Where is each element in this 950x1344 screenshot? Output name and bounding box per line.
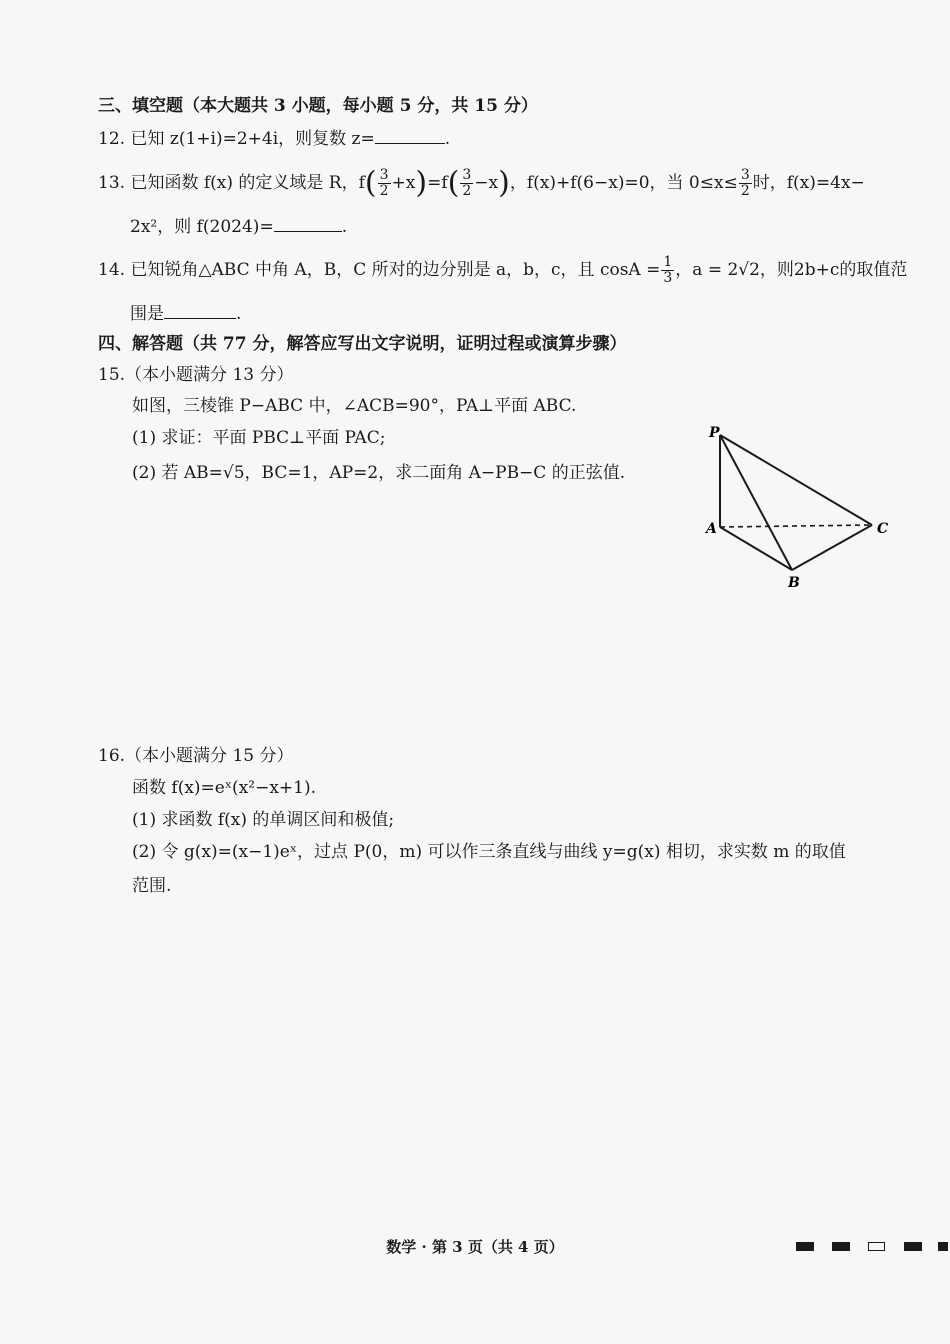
q16-title: 16.（本小题满分 15 分）: [98, 746, 294, 766]
question-14: [98, 252, 907, 288]
q12-number: 12.: [98, 129, 126, 149]
q14-line2: 围是: [130, 304, 164, 324]
edge-ac-hidden: [720, 525, 872, 527]
question-13-line2: [130, 215, 347, 239]
page-footer: 数学 · 第 3 页（共 4 页）: [386, 1238, 564, 1256]
question-14-line2: [130, 302, 241, 326]
q13-number: 13.: [98, 173, 126, 193]
mark-filled-4: [938, 1242, 948, 1251]
q13-end: .: [341, 217, 348, 237]
q14-frac: $\frac{1}{3}$: [663, 254, 673, 286]
q14-part1: 已知锐角△ABC 中角 A，B，C 所对的边分别是 a，b，c，且 cosA =: [130, 260, 661, 280]
q13-line2: 2x²，则 f(2024)=: [130, 217, 274, 237]
q15-title: 15.（本小题满分 13 分）: [98, 365, 294, 385]
q13-frac-c: $\frac{3}{2}$: [740, 167, 750, 199]
q13-part2: ，f(x)+f(6−x)=0，当 0≤x≤: [509, 173, 738, 193]
pyramid-figure: [700, 420, 900, 595]
question-12: [98, 127, 450, 151]
q14-part2: ，a = 2√2，则2b+c的取值范: [675, 260, 908, 280]
q13-answer-blank[interactable]: [274, 215, 342, 232]
q13-frac-b: $\frac{3}{2}$: [462, 167, 472, 199]
mark-hollow: [868, 1242, 885, 1251]
q12-end: .: [444, 129, 451, 149]
q13-part1: 已知函数 f(x) 的定义域是 R，: [130, 173, 359, 193]
q12-answer-blank[interactable]: [375, 127, 445, 144]
q13-equals-f: =f: [427, 173, 448, 193]
section3-heading: 三、填空题（本大题共 3 小题，每小题 5 分，共 15 分）: [98, 96, 538, 116]
mark-filled-1: [796, 1242, 814, 1251]
q15-part2: (2) 若 AB=√5，BC=1，AP=2，求二面角 A−PB−C 的正弦值.: [132, 463, 626, 483]
edge-pc: [720, 435, 872, 525]
mark-filled-3: [904, 1242, 922, 1251]
q16-intro: 函数 f(x)=eˣ(x²−x+1).: [132, 778, 317, 798]
label-b: B: [788, 575, 800, 591]
label-p: P: [709, 425, 720, 441]
q15-intro: 如图，三棱锥 P−ABC 中，∠ACB=90°，PA⊥平面 ABC.: [132, 396, 577, 416]
q14-number: 14.: [98, 260, 126, 280]
q13-plus-x: +x: [391, 173, 416, 193]
q16-part1: (1) 求函数 f(x) 的单调区间和极值;: [132, 810, 395, 830]
q13-part3: 时，f(x)=4x−: [752, 173, 865, 193]
label-c: C: [877, 521, 889, 537]
mark-filled-2: [832, 1242, 850, 1251]
q13-minus-x: −x: [474, 173, 499, 193]
question-13: 13. 已知函数 f(x) 的定义域是 R，f( $\frac{3}{2}$ +x)=f( $\frac{3}{2}$ −x)，f(x)+f(6−x)=0，当 0≤x≤ $\frac{3}{2}$ 时，f(x)=4x−: [98, 165, 865, 201]
q16-part2-line2: 范围.: [132, 876, 172, 896]
section4-heading: 四、解答题（共 77 分，解答应写出文字说明，证明过程或演算步骤）: [98, 334, 627, 354]
label-a: A: [706, 521, 717, 537]
q13-frac-a: $\frac{3}{2}$: [379, 167, 389, 199]
q13-f: f: [358, 173, 365, 193]
q16-part2: (2) 令 g(x)=(x−1)eˣ，过点 P(0，m) 可以作三条直线与曲线 y=g(x) 相切，求实数 m 的取值: [132, 842, 846, 862]
q14-answer-blank[interactable]: [164, 302, 236, 319]
q12-text: 已知 z(1+i)=2+4i，则复数 z=: [130, 129, 375, 149]
q15-part1: (1) 求证：平面 PBC⊥平面 PAC;: [132, 428, 386, 448]
q14-end: .: [236, 304, 242, 324]
edge-bc: [792, 525, 872, 570]
